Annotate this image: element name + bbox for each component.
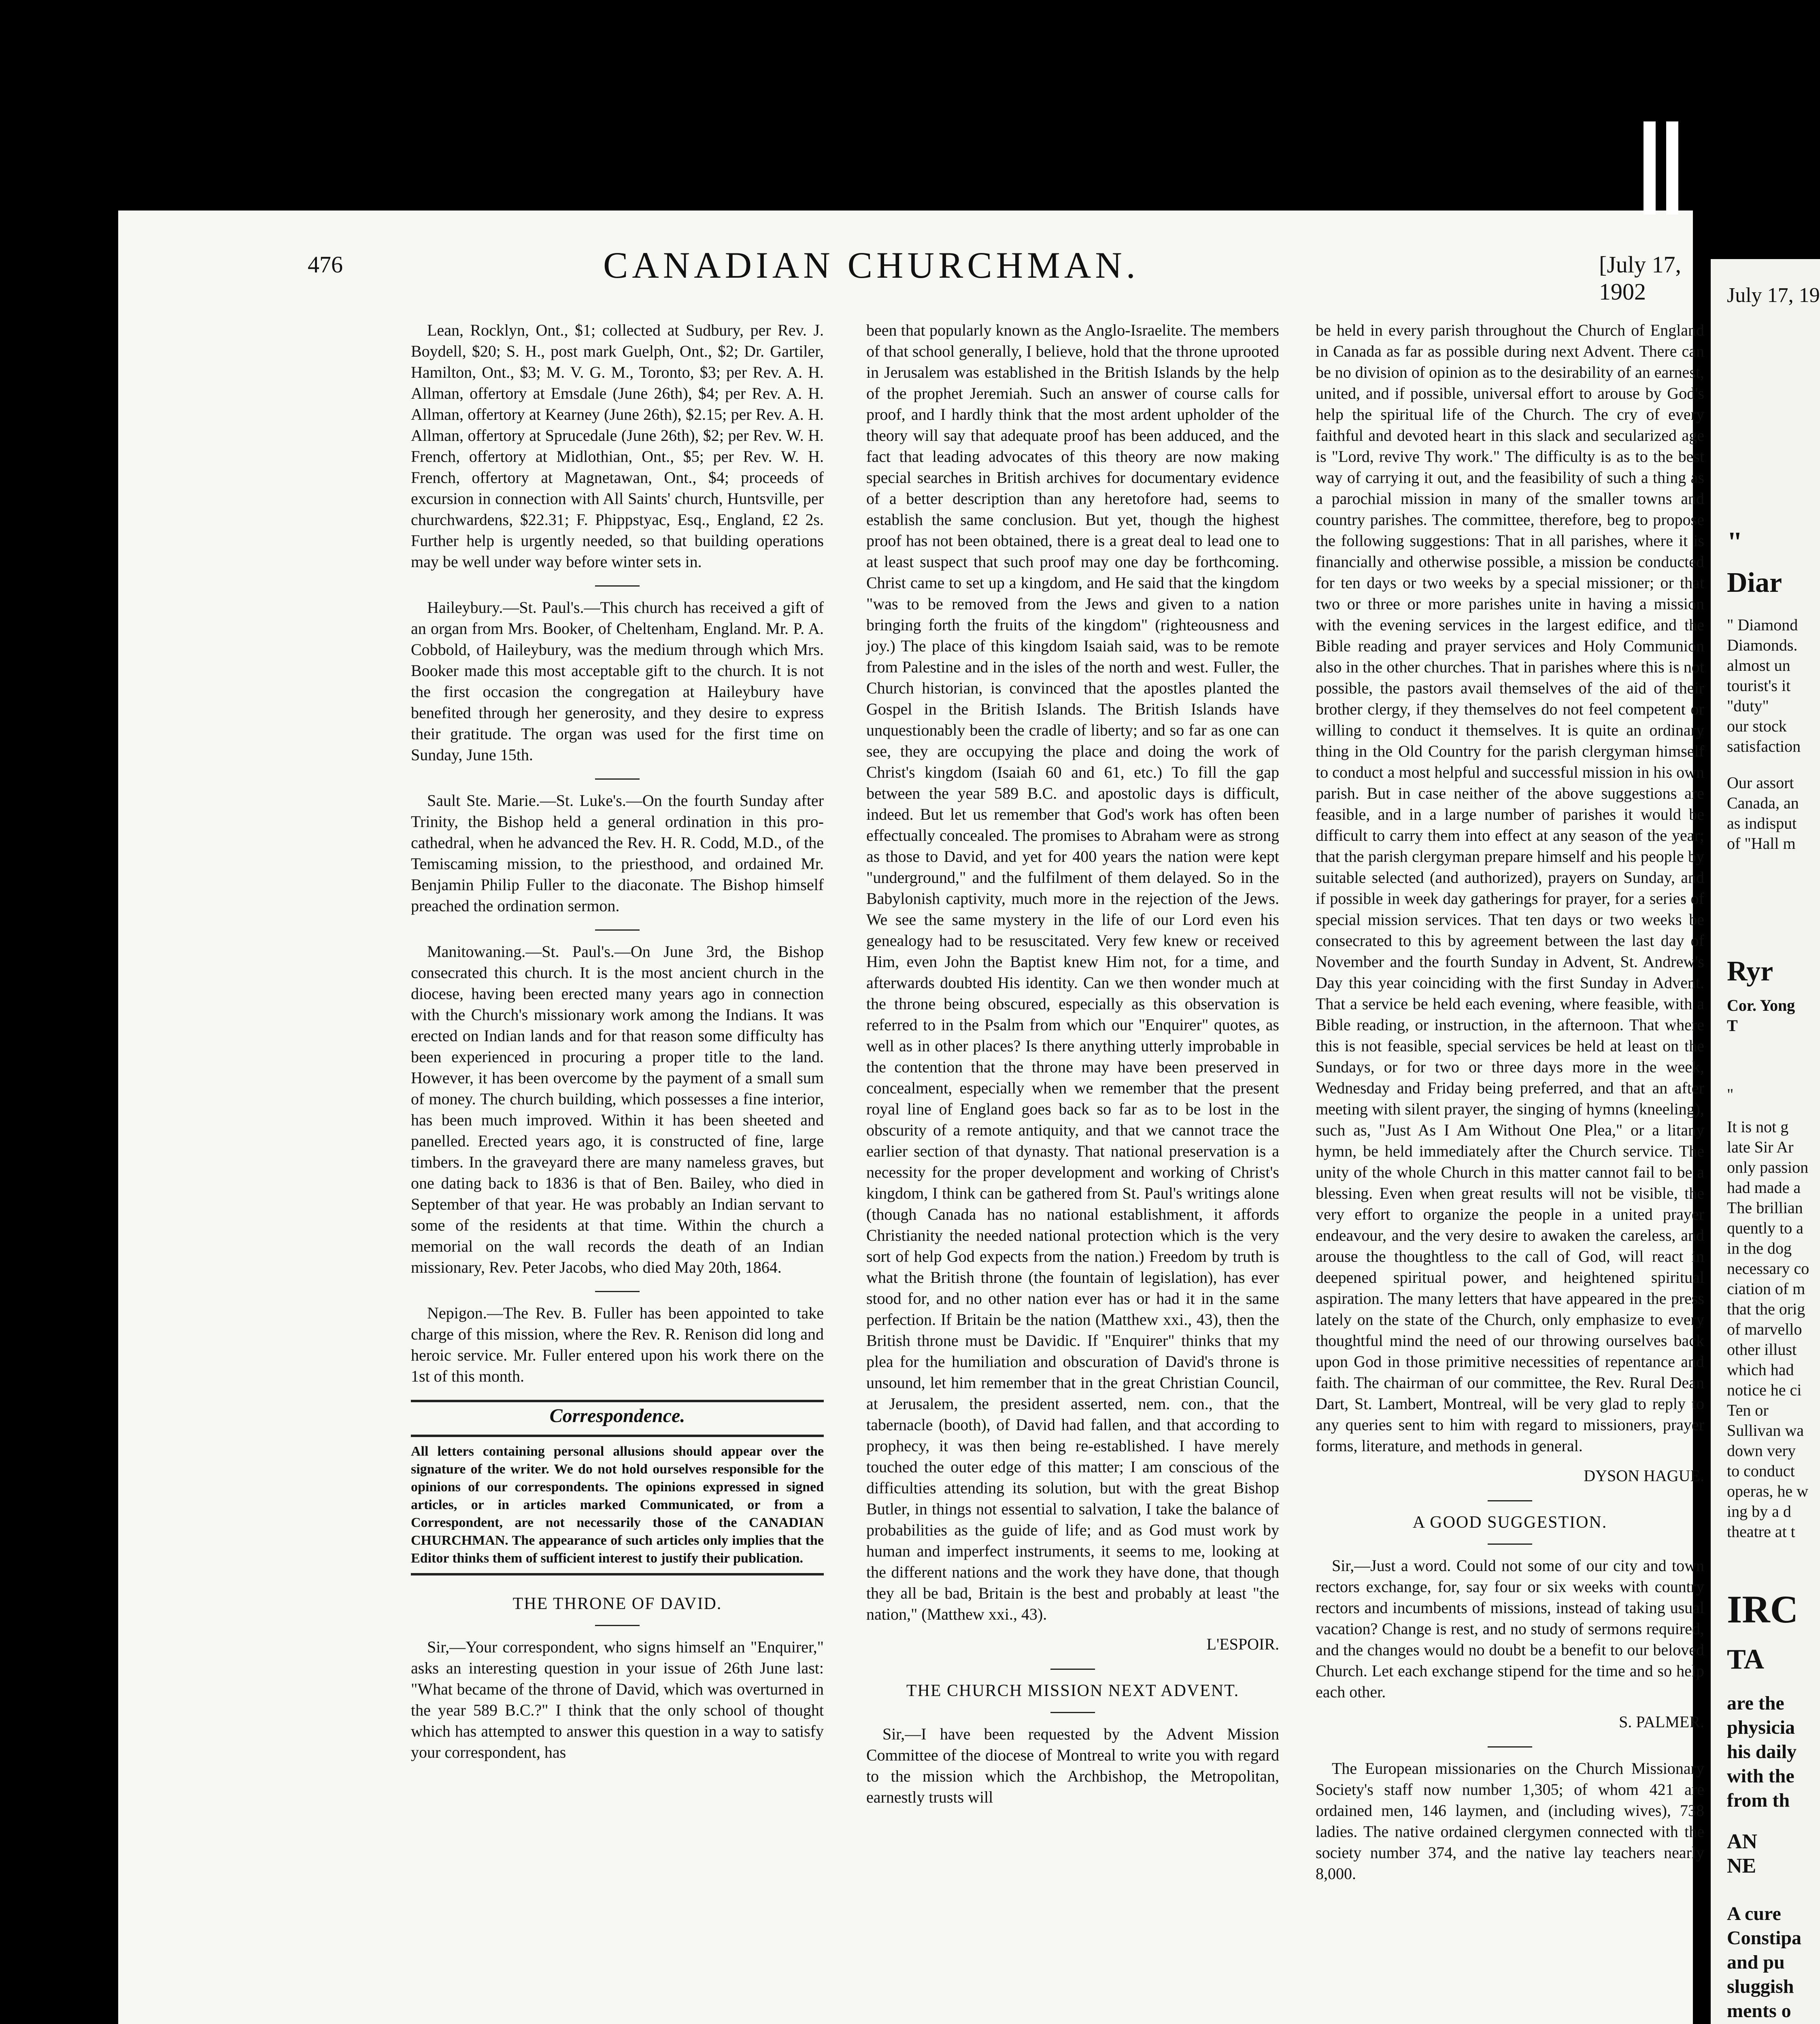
next-page-line: necessary co (1727, 1259, 1809, 1278)
next-page-line: " (1727, 1085, 1734, 1103)
paragraph: been that popularly known as the Anglo-Israelite. The members of that school generally, I believe, hold that the throne uprooted in Jerusalem was established in the British Islands by the help of the prophet Jeremiah. Such an answer of course calls for proof, and I hardly think that the most ardent upholder of the theory will say that adequate proof has been adduced, and the fact that leading advocates of this theory are now making special searches in British archives for documentary evidence of a better description than any heretofore had, seems to establish the same conclusion. But yet, though the highest proof has not been obtained, there is a great deal to lead one to at least suspect that such proof may one day be forthcoming. Christ came to set up a kingdom, and He said that the kingdom "was to be removed from the Jews and given to a nation bringing forth the fruits of the kingdom" (righteousness and joy.) The place of this kingdom Isaiah said, was to be remote from Palestine and in the isles of the north and west. Fuller, the Church historian, is convinced that the apostles planted the Gospel in the British Islands. The British Islands have unquestionably been the cradle of liberty; and so far as one can see, they are occupying the place and doing the work of Christ's kingdom (Isaiah 60 and 61, etc.) To fill the gap between the year 589 B.C. and apostolic days is difficult, indeed. But let us remember that God's work has often been effectually concealed. The promises to Abraham were as strong as those to David, and yet for 400 years the nation were kept "underground," and the fulfilment of them delayed. So in the Babylonish captivity, much more in the rejection of the Jews. We see the same mystery in the life of our Lord even his genealogy had to be resuscitated. Very few knew or received Him, even John the Baptist knew Him not, for a time, and afterwards doubted His identity. Can we then wonder much at the throne being obscured, especially as this observation is referred to in the Psalm from which our "Enquirer" quotes, as well as in other places? Is there anything utterly improbable in the contention that the throne may have been preserved in concealment, especially when we remember that the present royal line of England goes back so far as to be lost in the obscurity of a remote antiquity, and that we cannot trace the earlier section of that dynasty. That national preservation is a necessity for the proper development and working of Christ's kingdom, I think can be gathered from St. Paul's writings alone (though Canada has no national establishment, it affords Christianity the needed national protection which is the very sort of help God expects from the nation.) Freedom by truth is what the British throne (the fountain of legislation), has ever stood for, and no other nation ever has or had it in the same perfection. If Britain be the nation (Matthew xxi., 43), then the British throne must be Davidic. If "Enquirer" thinks that my plea for the humiliation and obscuration of David's throne is unsound, let him remember that in the great Christian Council, at Jerusalem, the president asserted, nem. con., that the tabernacle (booth), of David had fallen, and that according to prophecy, it was then being re-established. I have merely touched the outer edge of this matter; I am conscious of the difficulties attending its solution, but with the great Bishop Butler, in things not essential to salvation, I take the balance of probabilities as the guide of life; and as God must work by human and imperfect instruments, it seems to me, looking at the different nations and the work they have done, that though they all be bad, Britain is the best and probably at least "the nation," (Matthew xxi., 43). (866, 321, 1279, 1623)
next-page-line: physicia (1727, 1717, 1795, 1738)
paragraph: Lean, Rocklyn, Ont., $1; collected at Sudbury, per Rev. J. Boydell, $20; S. H., post mark Guelph, Ont., $2; Dr. Gartiler, Hamilton, Ont., $3; M. V. G. M., Toronto, $3; per Rev. A. H. Allman, offertory at Emsdale (June 26th), $4; per Rev. A. H. Allman, offertory at Kearney (June 26th), $2.15; per Rev. A. H. Allman, offertory at Sprucedale (June 26th), $2; per Rev. W. H. French, offertory at Midlothian, Ont., $5; per Rev. W. H. French, offertory at Magnetawan, Ont., $4; proceeds of excursion in connection with All Saints' church, Huntsville, per churchwardens, $22.31; F. Phippstyac, Esq., England, £2 2s. Further help is urgently needed, so that building operations may be well under way before winter sets in. (411, 321, 824, 571)
next-page-line: " Diamond (1727, 616, 1798, 634)
next-page-line: A cure (1727, 1903, 1781, 1924)
next-page-line: notice he ci (1727, 1381, 1802, 1399)
next-page-line: It is not g (1727, 1118, 1789, 1136)
next-page-line: of marvello (1727, 1320, 1802, 1338)
paragraph: be held in every parish throughout the Church of England in Canada as far as possible during next Advent. There can be no division of opinion as to the desirability of an earnest, united, and if possible, universal effort to arouse by God's help the spiritual life of the Church. The cry of every faithful and devoted heart in this slack and secularized age is "Lord, revive Thy work." The difficulty is as to the best way of carrying it out, and the feasibility of such a thing as a parochial mission in many of the smaller towns and country parishes. The committee, therefore, beg to propose the following suggestions: That in all parishes, where it is financially and otherwise possible, a mission be conducted for ten days or two weeks by a special missioner; or that two or three or more parishes unite in having a mission with the evening services in the largest edifice, and the Bible reading and prayer services and Holy Communion also in the other churches. That in parishes where this is not possible, the pastors avail themselves of the aid of their brother clergy, if they themselves do not feel competent or willing to conduct it themselves. It is quite an ordinary thing in the Old Country for the parish clergyman himself to conduct a most helpful and successful mission in his own parish. But in case neither of the above suggestions are feasible, and in a large number of parishes it would be difficult to carry them into effect at any season of the year; that the parish clergyman prepare himself and his people by suitable selected (and authorized), prayers on Sunday, and if possible in week day gatherings for prayer, for a series of special mission services. That ten days or two weeks be consecrated to this by agreement between the last day of November and the fourth Sunday in Advent, St. Andrew's Day this year coinciding with the first Sunday in Advent. That a service be held each evening, where feasible, with a Bible reading, or instruction, in the afternoon. That where this is not feasible, special services be held at least on the Sundays, or for two or three days more in the week, Wednesday and Friday being preferred, and that an after meeting with silent prayer, the singing of hymns (kneeling), such as, "Just As I Am Without One Plea," or a litany hymn, be held immediately after the Church service. The unity of the whole Church in this matter cannot fail to be a blessing. Even when great results will not be visible, the very effort to organize the people in a united prayer endeavour, and the very desire to awaken the careless, and arouse the thoughtless to the call of God, will react in deepened spiritual power, and heightened spiritual aspiration. The many letters that have appeared in the press lately on the state of the Church, only emphasize to every thoughtful mind the need of our throwing ourselves back upon God in those primitive necessities of repentance and faith. The chairman of our committee, the Rev. Rural Dean Dart, St. Lambert, Montreal, will be very glad to reply to any queries sent to him with regard to missioners, prayer forms, literature, and methods in general. (1316, 321, 1704, 1455)
next-page-line: NE (1727, 1854, 1756, 1877)
next-page-line: with the (1727, 1765, 1794, 1787)
next-page-line: which had (1727, 1361, 1794, 1379)
paragraph: Sault Ste. Marie.—St. Luke's.—On the fourth Sunday after Trinity, the Bishop held a general ordination in this pro-cathedral, when he advanced the Rev. H. R. Codd, M.D., of the Temiscaming mission, to the priesthood, and ordained Mr. Benjamin Philip Fuller to the diaconate. The Bishop himself preached the ordination sermon. (411, 791, 824, 915)
paragraph: Sir,—I have been requested by the Advent Mission Committee of the diocese of Montreal to write you with regard to the mission which the Archbishop, the Metropolitan, earnestly trusts will (866, 1725, 1279, 1806)
next-page-edge (1711, 259, 1820, 2024)
next-page-line: are the (1727, 1692, 1784, 1714)
next-page-line: almost un (1727, 656, 1790, 674)
divider (1050, 1712, 1095, 1713)
next-page-line: Sullivan wa (1727, 1421, 1804, 1439)
next-page-line: T (1727, 1016, 1738, 1035)
divider (595, 929, 640, 931)
article-title: THE CHURCH MISSION NEXT ADVENT. (906, 1682, 1240, 1700)
column-3 (1316, 320, 1704, 1897)
next-page-line: Ten or (1727, 1401, 1769, 1419)
next-page-line: ments o (1727, 2000, 1791, 2022)
next-page-line: his daily (1727, 1741, 1797, 1762)
column-2 (866, 320, 1279, 1821)
next-page-line: late Sir Ar (1727, 1138, 1794, 1156)
next-page-line: TA (1727, 1644, 1765, 1675)
next-page-line: of "Hall m (1727, 834, 1796, 853)
next-page-line: had made a (1727, 1178, 1801, 1197)
article-title: A GOOD SUGGESTION. (1412, 1513, 1607, 1532)
next-page-line: Our assort (1727, 774, 1794, 792)
paragraph: The European missionaries on the Church Missionary Society's staff now number 1,305; of whom 421 are ordained men, 146 laymen, and (including wives), 738 ladies. The native ordained clergymen connected with the society number 374, and the native lay teachers nearly 8,000. (1316, 1759, 1704, 1883)
next-page-line: that the orig (1727, 1300, 1805, 1318)
next-page-line: Diar (1727, 567, 1782, 598)
next-page-line: Canada, an (1727, 794, 1799, 812)
column-1 (411, 320, 824, 1776)
signature: L'ESPOIR. (1206, 1635, 1279, 1653)
next-page-line: sluggish (1727, 1976, 1794, 1997)
editor-notice: All letters containing personal allusions should appear over the signature of the writer. We do not hold ourselves responsible for the opinions of our correspondents. The opinions expressed in signed articles, or in articles marked Communicated, or from a Correspondent, are not necessarily those of the CANADIAN CHURCHMAN. The appearance of such articles only implies that the Editor thinks them of sufficient interest to justify their publication. (411, 1435, 824, 1575)
next-page-line: Ryr (1727, 956, 1773, 987)
next-page-line: and pu (1727, 1952, 1785, 1973)
next-page-line: satisfaction (1727, 737, 1801, 755)
paragraph: Sir,—Just a word. Could not some of our city and town rectors exchange, for, say four or six weeks with country rectors and incumbents of missions, instead of taking usual vacation? Change is rest, and no study of sermons required, and the changes would no doubt be a benefit to our beloved Church. Let each exchange stipend for the time and so help each other. (1316, 1556, 1704, 1701)
next-page-line: from th (1727, 1790, 1790, 1811)
paragraph: Manitowaning.—St. Paul's.—On June 3rd, the Bishop consecrated this church. It is the most ancient church in the diocese, having been erected many years ago in connection with the Church's missionary work among the Indians. It was erected on Indian lands and for that reason some difficulty has been experienced in procuring a proper title to the land. However, it has been overcome by the payment of a small sum of money. The church building, which possesses a fine interior, has been much improved. Within it has been sheeted and panelled. Erected years ago, it is constructed of fine, large timbers. In the graveyard there are many nameless graves, but one dating back to 1836 is that of Ben. Bailey, who died in September of that year. He was probably an Indian servant to some of the residents at that time. Within the church a memorial on the wall records the death of an Indian missionary, Rev. Peter Jacobs, who died May 20th, 1864. (411, 942, 824, 1276)
issue-date: [July 17, 1902 (1599, 251, 1681, 305)
next-page-line: Diamonds. (1727, 636, 1798, 654)
next-page-line: theatre at t (1727, 1522, 1795, 1541)
page-number: 476 (308, 251, 343, 278)
divider (1488, 1544, 1532, 1545)
next-page-line: ing by a d (1727, 1502, 1791, 1520)
paragraph: Sir,—Your correspondent, who signs himself an "Enquirer," asks an interesting question in your issue of 26th June last: "What became of the throne of David, which was overturned in the year 589 B.C.?" I think that the only school of thought which has attempted to answer this question in a way to satisfy your correspondent, has (411, 1638, 824, 1761)
signature: S. PALMER. (1619, 1713, 1704, 1731)
next-page-line: to conduct (1727, 1462, 1795, 1480)
next-page-line: other illust (1727, 1340, 1797, 1359)
divider (595, 1625, 640, 1626)
divider (595, 778, 640, 780)
next-page-line: " (1727, 527, 1743, 558)
divider (595, 585, 640, 587)
divider (1488, 1500, 1532, 1501)
masthead: CANADIAN CHURCHMAN. (603, 244, 1140, 286)
paragraph: Haileybury.—St. Paul's.—This church has received a gift of an organ from Mrs. Booker, of Cheltenham, England. Mr. P. A. Cobbold, of Haileybury, was the medium through which Mrs. Booker made this most acceptable gift to the church. It is not the first occasion the congregation at Haileybury have benefited through her generosity, and they desire to express their gratitude. The organ was used for the first time on Sunday, June 15th. (411, 598, 824, 764)
next-page-line: Cor. Yong (1727, 996, 1795, 1014)
next-page-line: operas, he w (1727, 1482, 1809, 1500)
next-page-line: our stock (1727, 717, 1787, 735)
article-title: THE THRONE OF DAVID. (512, 1595, 722, 1613)
paragraph: Nepigon.—The Rev. B. Fuller has been appointed to take charge of this mission, where the Rev. R. Renison did long and heroic service. Mr. Fuller entered upon his work there on the 1st of this month. (411, 1304, 824, 1385)
page-header (308, 244, 1724, 305)
divider (1050, 1669, 1095, 1670)
next-page-line: in the dog (1727, 1239, 1792, 1257)
next-page-line: "duty" (1727, 697, 1769, 715)
next-page-line: down very (1727, 1441, 1796, 1460)
correspondence-heading: Correspondence. (549, 1405, 685, 1427)
next-page-line: ciation of m (1727, 1280, 1805, 1298)
next-page-date: July 17, 19 (1727, 284, 1820, 307)
divider (1488, 1746, 1532, 1748)
film-marks (1644, 121, 1680, 215)
next-page-line: AN (1727, 1830, 1758, 1853)
next-page-line: Constipa (1727, 1927, 1802, 1949)
next-page-line: as indisput (1727, 814, 1797, 832)
divider (595, 1291, 640, 1292)
next-page-line: tourist's it (1727, 676, 1791, 695)
next-page-line: IRC (1727, 1588, 1799, 1631)
signature: DYSON HAGUE. (1584, 1467, 1704, 1485)
section-rule (411, 1400, 824, 1402)
next-page-line: only passion (1727, 1158, 1809, 1176)
next-page-line: quently to a (1727, 1219, 1803, 1237)
next-page-line: The brillian (1727, 1199, 1803, 1217)
